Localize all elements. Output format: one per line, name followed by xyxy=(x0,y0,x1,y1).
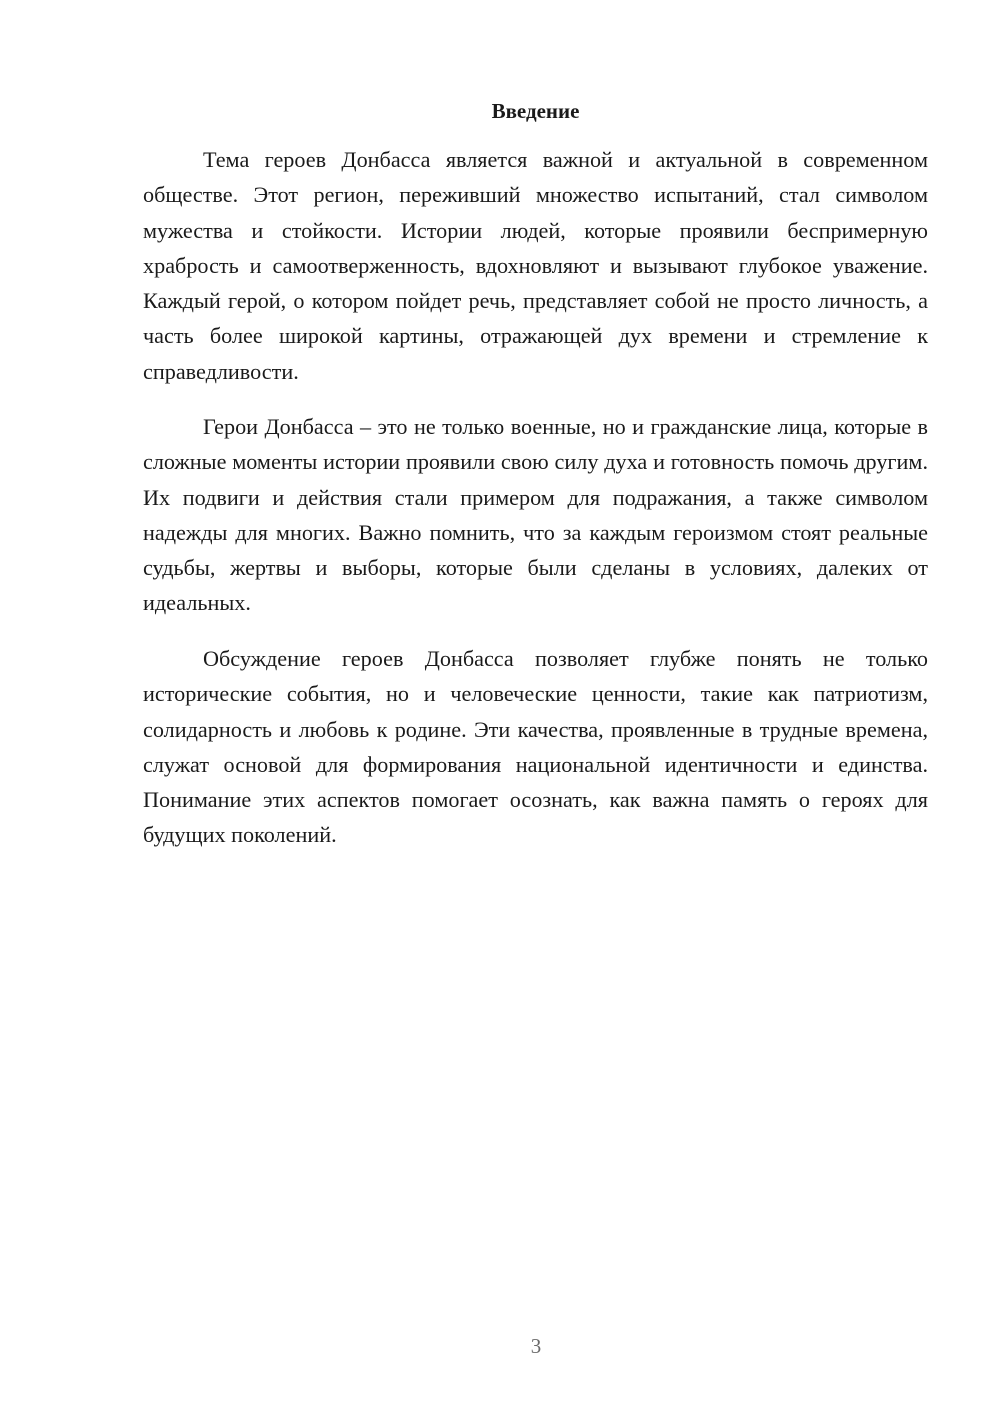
paragraph-2: Герои Донбасса – это не только военные, но и гражданские лица, которые в сложные моменты истории проявили свою силу духа и готовность помочь другим. Их подвиги и действия стали примером для подражания, а также символом надежды для многих. Важно помнить, что за каждым героизмом стоят реальные судьбы, жертвы и выборы, которые были сделаны в условиях, далеких от идеальных. xyxy=(143,414,928,616)
paragraph-3: Обсуждение героев Донбасса позволяет глубже понять не только исторические события, но и человеческие ценности, такие как патриотизм, солидарность и любовь к родине. Эти качества, проявленные в трудные времена, служат основой для формирования национальной идентичности и единства. Понимание этих аспектов помогает осознать, как важна память о героях для будущих поколений. xyxy=(143,646,928,848)
paragraph-1: Тема героев Донбасса является важной и актуальной в современном обществе. Этот регион, переживший множество испытаний, стал символом мужества и стойкости. Истории людей, которые проявили беспримерную храбрость и самоотверженность, вдохновляют и вызывают глубокое уважение. Каждый герой, о котором пойдет речь, представляет собой не просто личность, а часть более широкой картины, отражающей дух времени и стремление к справедливости. xyxy=(143,147,928,384)
section-heading: Введение xyxy=(491,99,580,123)
page-number: 3 xyxy=(530,1334,542,1358)
